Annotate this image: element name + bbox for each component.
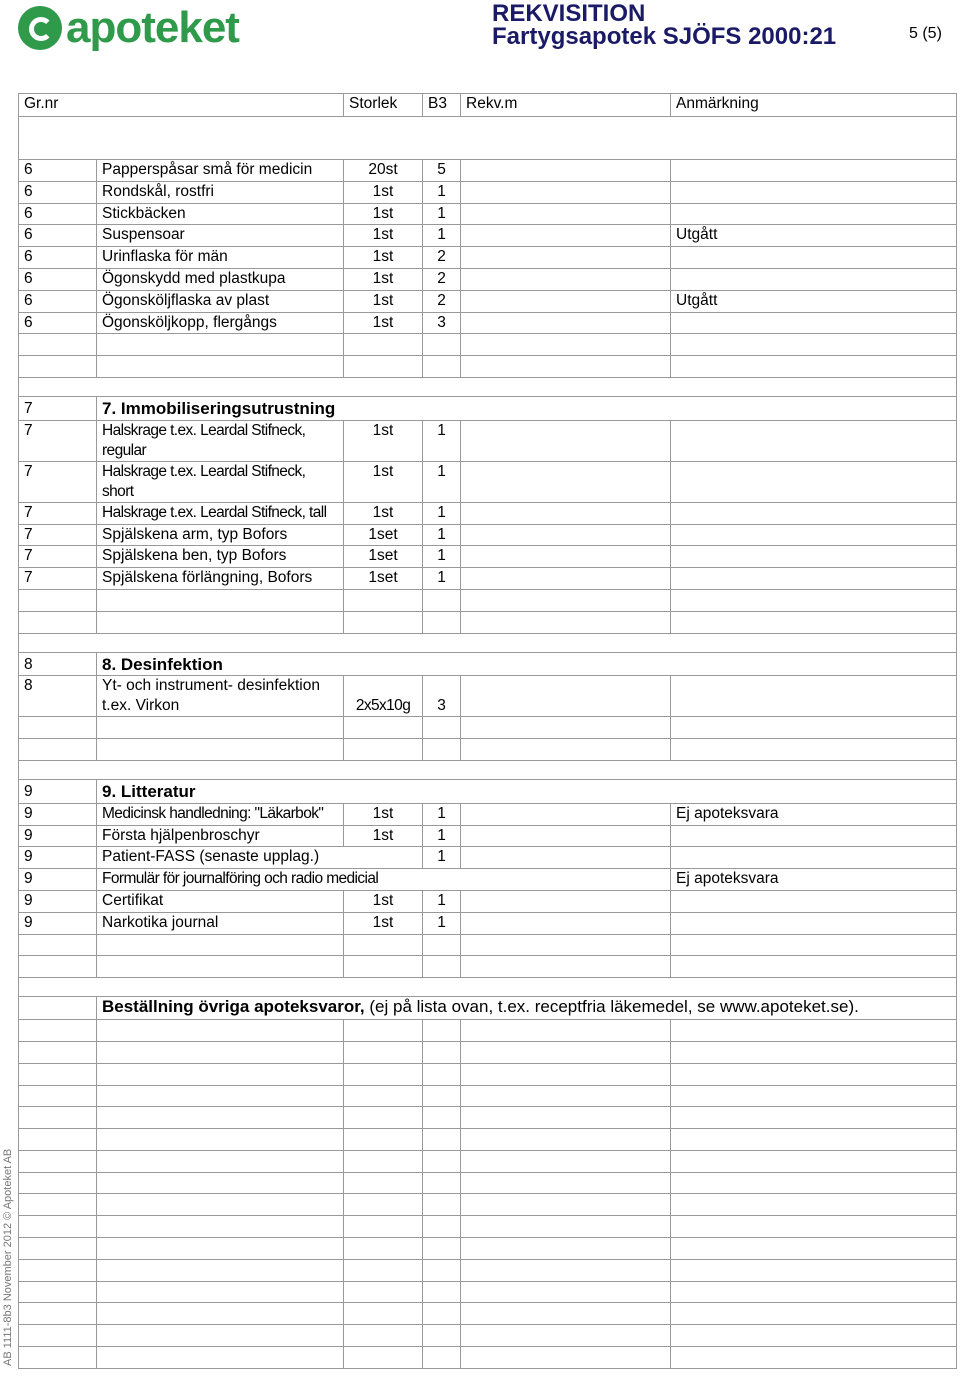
document-title: REKVISITION (492, 0, 646, 27)
table-row: 6 Ögonskydd med plastkupa 1st 2 (19, 268, 957, 290)
empty-row (19, 717, 957, 739)
empty-row (19, 1150, 957, 1172)
table-row: 9 Certifikat 1st 1 (19, 890, 957, 912)
empty-row (19, 1063, 957, 1085)
section-heading: 7 7. Immobiliseringsutrustning (19, 396, 957, 420)
table-row: 9 Narkotika journal 1st 1 (19, 912, 957, 934)
table-row: 7 Spjälskena ben, typ Bofors 1set 1 (19, 546, 957, 568)
requisition-table (18, 93, 957, 1369)
order-heading: Beställning övriga apoteksvaror, (ej på lista ovan, t.ex. receptfria läkemedel, se www.apoteket.se). (97, 997, 957, 1020)
empty-row (19, 739, 957, 761)
empty-row (19, 1129, 957, 1151)
empty-row (19, 1281, 957, 1303)
table-row: 7 Halskrage t.ex. Leardal Stifneck, short 1st 1 (19, 461, 957, 502)
order-heading-row (19, 997, 957, 1020)
table-row: 7 Halskrage t.ex. Leardal Stifneck, regular 1st 1 (19, 420, 957, 461)
empty-row (19, 956, 957, 978)
col-header-storlek: Storlek (344, 94, 423, 117)
page-number: 5 (5) (909, 25, 942, 42)
table-row: 6 Stickbäcken 1st 1 (19, 203, 957, 225)
empty-row (19, 1259, 957, 1281)
table-row: 6 Ögonsköljflaska av plast 1st 2 Utgått (19, 290, 957, 312)
section-heading: 9 9. Litteratur (19, 779, 957, 803)
table-row: 8 Yt- och instrument- desinfektion t.ex. Virkon 2x5x10g 3 (19, 676, 957, 717)
blank-row (19, 117, 957, 160)
col-header-anmarkning: Anmärkning (671, 94, 957, 117)
empty-row (19, 1194, 957, 1216)
table-row: 6 Papperspåsar små för medicin 20st 5 (19, 160, 957, 182)
table-row: 7 Spjälskena förlängning, Bofors 1set 1 (19, 568, 957, 590)
col-header-b3: B3 (423, 94, 461, 117)
table-row: 6 Suspensoar 1st 1 Utgått (19, 225, 957, 247)
empty-row (19, 1325, 957, 1347)
table-row: 6 Ögonsköljkopp, flergångs 1st 3 (19, 312, 957, 334)
col-header-gr: Gr.nr (19, 94, 344, 117)
logo-text: apoteket (66, 3, 239, 52)
table-row: 6 Urinflaska för män 1st 2 (19, 247, 957, 269)
apoteket-logo (18, 3, 239, 52)
table-row: 9 Formulär för journalföring och radio medicial Ej apoteksvara (19, 869, 957, 891)
empty-row (19, 1085, 957, 1107)
empty-row (19, 611, 957, 633)
empty-row (19, 589, 957, 611)
blank-row (19, 760, 957, 779)
section-heading: 8 8. Desinfektion (19, 652, 957, 676)
empty-row (19, 1216, 957, 1238)
table-row: 9 Första hjälpenbroschyr 1st 1 (19, 825, 957, 847)
table-row: 6 Rondskål, rostfri 1st 1 (19, 181, 957, 203)
blank-row (19, 978, 957, 997)
empty-row (19, 356, 957, 378)
table-row: 7 Spjälskena arm, typ Bofors 1set 1 (19, 524, 957, 546)
table-row: 7 Halskrage t.ex. Leardal Stifneck, tall 1st 1 (19, 502, 957, 524)
blank-row (19, 377, 957, 396)
empty-row (19, 1020, 957, 1042)
blank-row (19, 633, 957, 652)
empty-row (19, 934, 957, 956)
empty-row (19, 1172, 957, 1194)
empty-row (19, 1347, 957, 1369)
table-row: 9 Patient-FASS (senaste upplag.) 1 (19, 847, 957, 869)
empty-row (19, 1238, 957, 1260)
apoteket-logo-icon (18, 6, 62, 50)
footer-side-text: AB 1111-8b3 November 2012 © Apoteket AB (2, 1148, 14, 1366)
empty-row (19, 334, 957, 356)
empty-row (19, 1041, 957, 1063)
empty-row (19, 1107, 957, 1129)
table-row: 9 Medicinsk handledning: "Läkarbok" 1st 1 Ej apoteksvara (19, 803, 957, 825)
col-header-rekv: Rekv.m (461, 94, 671, 117)
document-subtitle: Fartygsapotek SJÖFS 2000:21 (492, 23, 837, 50)
empty-row (19, 1303, 957, 1325)
table-header-row (19, 94, 957, 117)
